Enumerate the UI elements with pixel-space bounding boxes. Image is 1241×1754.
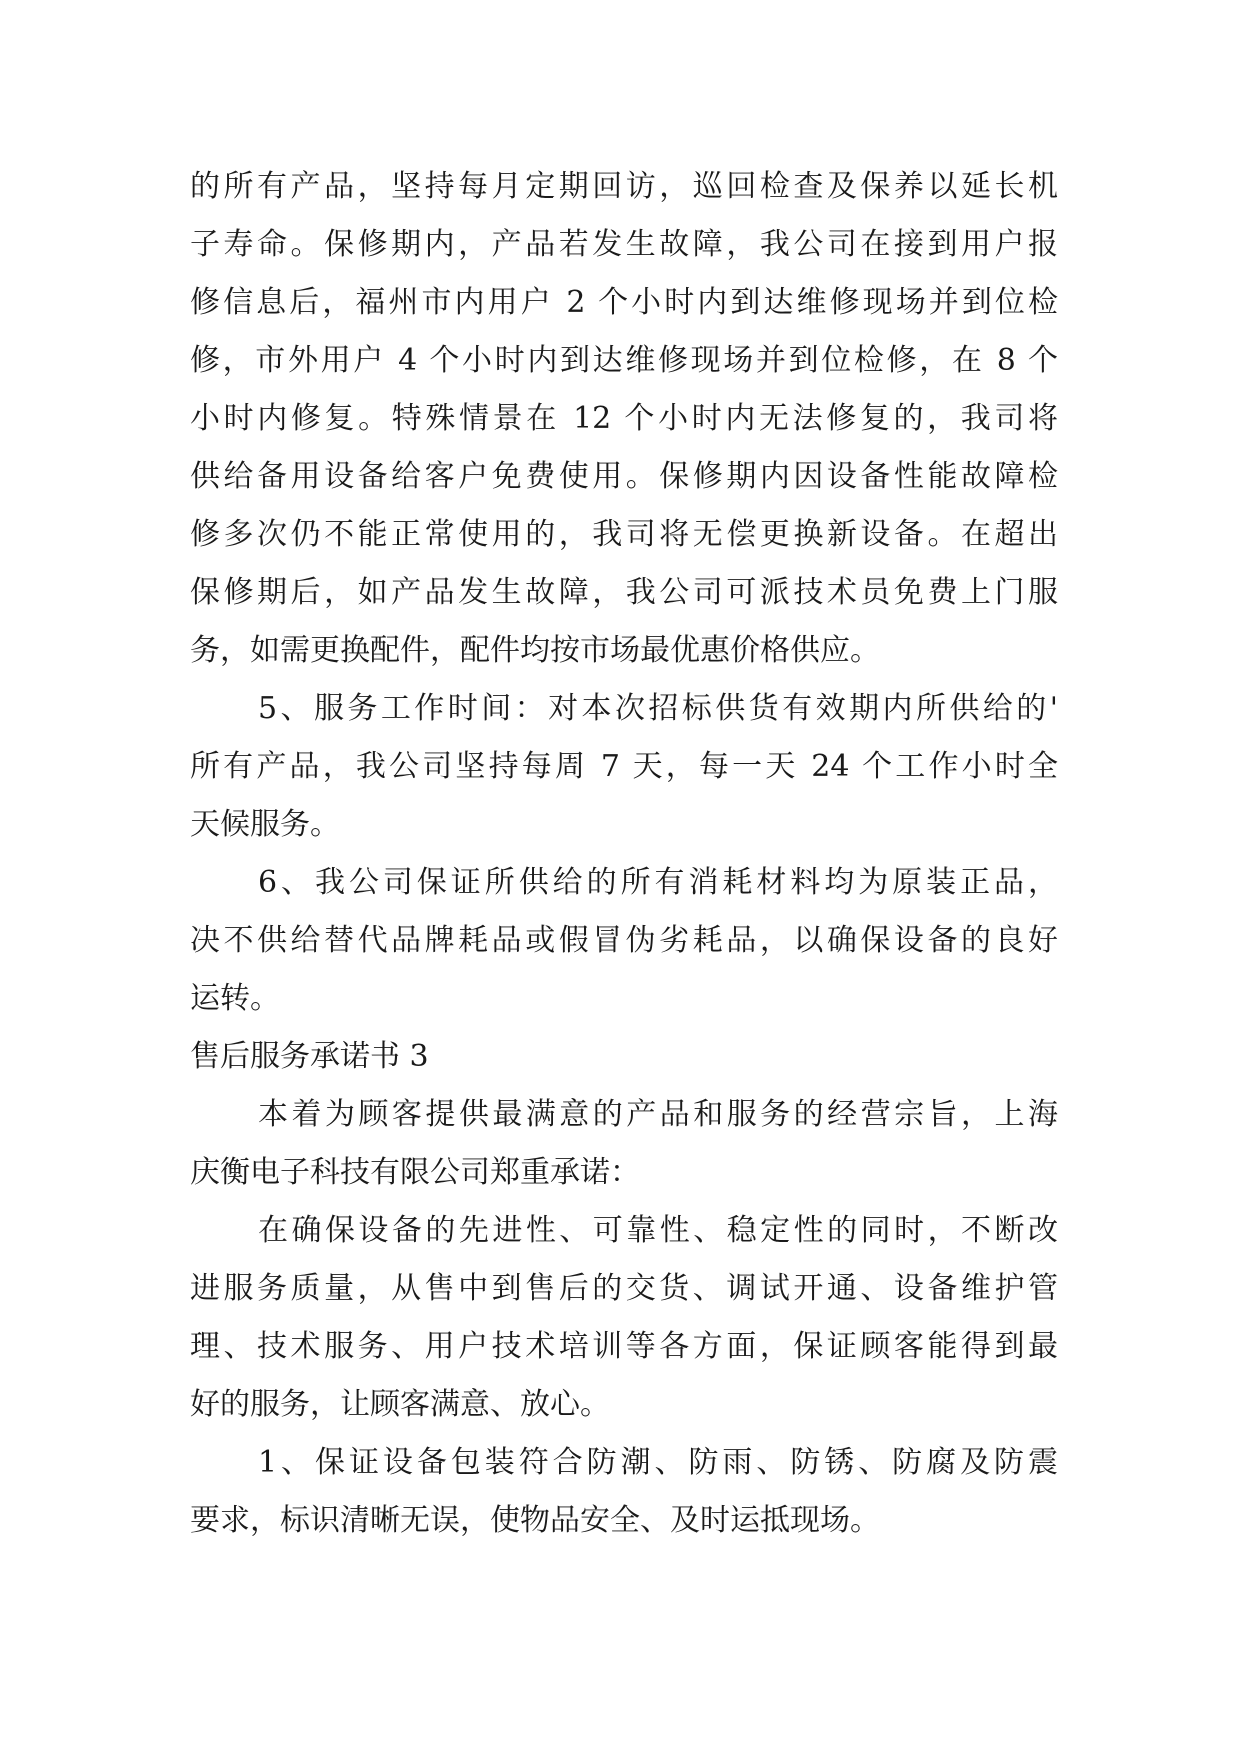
paragraph-line: 所有产品，我公司坚持每周 7 天，每一天 24 个工作小时全	[190, 749, 1058, 784]
paragraph-line: 好的服务，让顾客满意、放心。	[190, 1387, 610, 1422]
paragraph-line: 进服务质量，从售中到售后的交货、调试开通、设备维护管	[190, 1271, 1058, 1306]
paragraph-line: 修，市外用户 4 个小时内到达维修现场并到位检修，在 8 个	[190, 343, 1058, 378]
paragraph-line: 运转。	[190, 981, 280, 1016]
paragraph-line: 理、技术服务、用户技术培训等各方面，保证顾客能得到最	[190, 1329, 1058, 1364]
paragraph-line: 修信息后，福州市内用户 2 个小时内到达维修现场并到位检	[190, 285, 1058, 320]
paragraph-line: 5、服务工作时间：对本次招标供货有效期内所供给的'	[258, 691, 1058, 726]
paragraph-line: 天候服务。	[190, 807, 340, 842]
document-body	[190, 158, 1058, 1550]
paragraph-line: 庆衡电子科技有限公司郑重承诺：	[190, 1155, 640, 1190]
paragraph-line: 小时内修复。特殊情景在 12 个小时内无法修复的，我司将	[190, 401, 1058, 436]
paragraph-line: 的所有产品，坚持每月定期回访，巡回检查及保养以延长机	[190, 169, 1058, 204]
paragraph-line: 6、我公司保证所供给的所有消耗材料均为原装正品，	[258, 865, 1058, 900]
paragraph-line: 保修期后，如产品发生故障，我公司可派技术员免费上门服	[190, 575, 1058, 610]
paragraph-line: 供给备用设备给客户免费使用。保修期内因设备性能故障检	[190, 459, 1058, 494]
paragraph-line: 务，如需更换配件，配件均按市场最优惠价格供应。	[190, 633, 880, 668]
paragraph-line: 子寿命。保修期内，产品若发生故障，我公司在接到用户报	[190, 227, 1058, 262]
section-heading: 售后服务承诺书 3	[190, 1039, 429, 1074]
paragraph-line: 要求，标识清晰无误，使物品安全、及时运抵现场。	[190, 1503, 880, 1538]
paragraph-line: 修多次仍不能正常使用的，我司将无偿更换新设备。在超出	[190, 517, 1058, 552]
paragraph-line: 决不供给替代品牌耗品或假冒伪劣耗品，以确保设备的良好	[190, 923, 1058, 958]
paragraph-line: 1、保证设备包装符合防潮、防雨、防锈、防腐及防震	[258, 1445, 1058, 1480]
paragraph-line: 在确保设备的先进性、可靠性、稳定性的同时，不断改	[258, 1213, 1058, 1248]
paragraph-line: 本着为顾客提供最满意的产品和服务的经营宗旨，上海	[258, 1097, 1058, 1132]
